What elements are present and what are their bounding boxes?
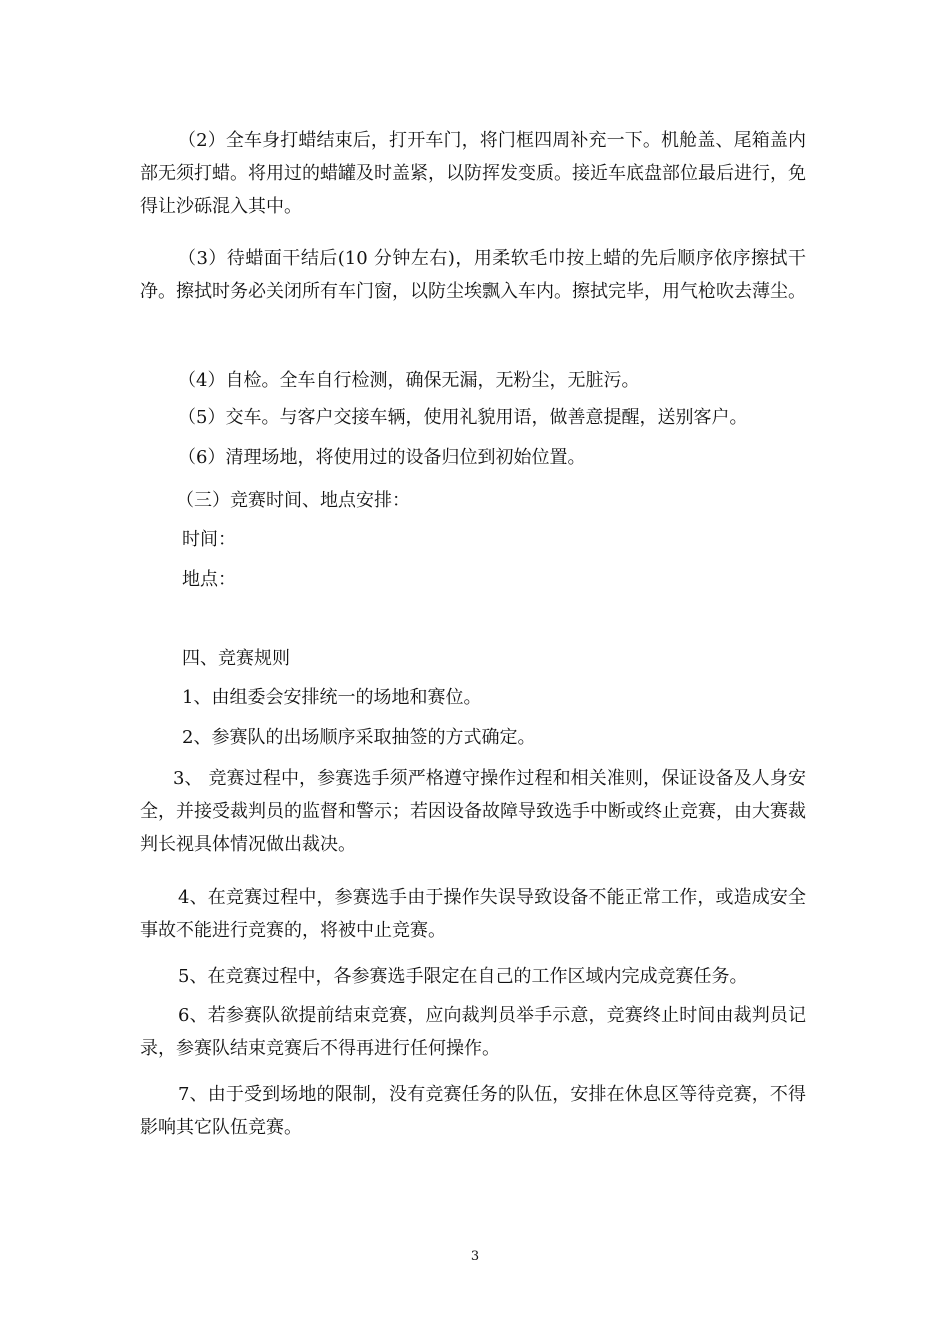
page-number: 3	[470, 1249, 480, 1264]
paragraph-step-5: （5）交车。与客户交接车辆，使用礼貌用语，做善意提醒，送别客户。	[178, 407, 748, 428]
rule-5: 5、在竞赛过程中，各参赛选手限定在自己的工作区域内完成竞赛任务。	[178, 966, 748, 987]
rule-1: 1、由组委会安排统一的场地和赛位。	[182, 687, 482, 708]
rule-6: 6、若参赛队欲提前结束竞赛，应向裁判员举手示意，竞赛终止时间由裁判员记录，参赛队结束竞赛后不得再进行任何操作。	[140, 1005, 806, 1059]
paragraph-step-4: （4）自检。全车自行检测，确保无漏，无粉尘，无脏污。	[178, 370, 640, 391]
location-label: 地点：	[182, 569, 236, 590]
paragraph-step-6: （6）清理场地，将使用过的设备归位到初始位置。	[178, 447, 586, 468]
section-heading-rules: 四、竞赛规则	[182, 648, 290, 669]
rule-2: 2、参赛队的出场顺序采取抽签的方式确定。	[182, 727, 536, 748]
time-label: 时间：	[182, 529, 236, 550]
rule-3: 3、 竞赛过程中，参赛选手须严格遵守操作过程和相关准则，保证设备及人身安全，并接受裁判员的监督和警示；若因设备故障导致选手中断或终止竞赛，由大赛裁判长视具体情况做出裁决。	[140, 768, 806, 855]
paragraph-step-3: （3）待蜡面干结后(10 分钟左右)，用柔软毛巾按上蜡的先后顺序依序擦拭干净。擦拭时务必关闭所有车门窗，以防尘埃飘入车内。擦拭完毕，用气枪吹去薄尘。	[140, 248, 806, 302]
section-heading-time-location: （三）竞赛时间、地点安排：	[176, 490, 410, 511]
rule-7: 7、由于受到场地的限制，没有竞赛任务的队伍，安排在休息区等待竞赛，不得影响其它队伍竞赛。	[140, 1084, 806, 1138]
paragraph-step-2: （2）全车身打蜡结束后，打开车门，将门框四周补充一下。机舱盖、尾箱盖内部无须打蜡。将用过的蜡罐及时盖紧，以防挥发变质。接近车底盘部位最后进行，免得让沙砾混入其中。	[140, 130, 806, 217]
rule-4: 4、在竞赛过程中，参赛选手由于操作失误导致设备不能正常工作，或造成安全事故不能进行竞赛的，将被中止竞赛。	[140, 887, 806, 941]
